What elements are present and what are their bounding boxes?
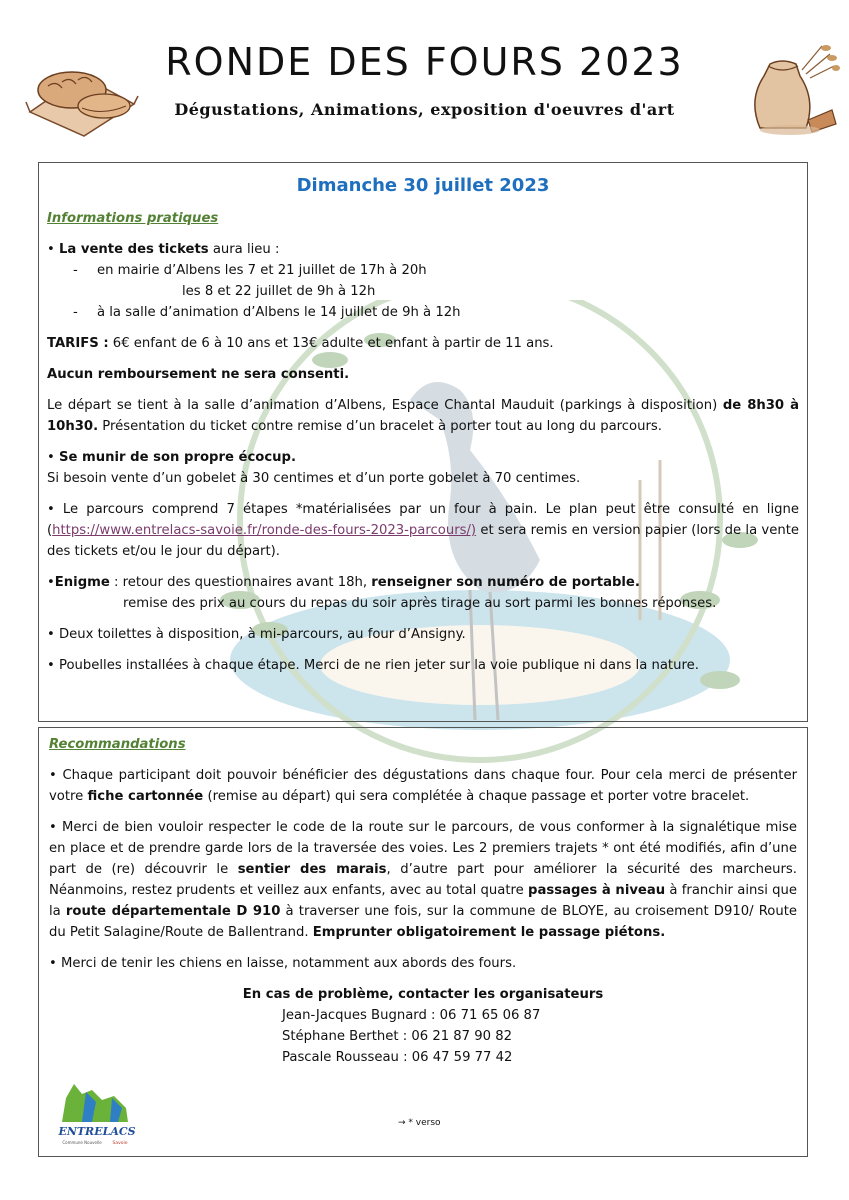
svg-text:ENTRELACS: ENTRELACS bbox=[58, 1125, 136, 1138]
contact-line: Stéphane Berthet : 06 21 87 90 82 bbox=[282, 1029, 513, 1044]
route-info: • Le parcours comprend 7 étapes *matérialisées par un four à pain. Le plan peut être consulté en ligne (https://www.entrelacs-savoie.fr/ronde-des-fours-2023-parcours/) et sera remis en version papier (lors de la vente des tickets et/ou le jour du départ). bbox=[47, 502, 799, 559]
contact-line: Pascale Rousseau : 06 47 59 77 42 bbox=[282, 1050, 513, 1065]
dogs-info: • Merci de tenir les chiens en laisse, notamment aux abords des fours. bbox=[49, 956, 517, 971]
riddle-info: •Enigme : retour des questionnaires avant 18h, renseigner son numéro de portable. remise des prix au cours du repas du soir après tirage au sort parmi les bonnes réponses. bbox=[47, 575, 717, 611]
ticket-location-1: - en mairie d’Albens les 7 et 21 juillet de 17h à 20h bbox=[73, 263, 427, 278]
recommendations-heading: Recommandations bbox=[49, 737, 186, 752]
svg-text:Savoie: Savoie bbox=[112, 1141, 128, 1146]
contact-heading: En cas de problème, contacter les organisateurs bbox=[242, 987, 604, 1002]
svg-text:Commune Nouvelle: Commune Nouvelle bbox=[62, 1140, 102, 1145]
tickets-item: • La vente des tickets aura lieu : bbox=[47, 242, 280, 257]
page-subtitle: Dégustations, Animations, exposition d'oeuvres d'art bbox=[174, 100, 675, 119]
event-date: Dimanche 30 juillet 2023 bbox=[296, 175, 550, 196]
tasting-card-info: • Chaque participant doit pouvoir bénéficier des dégustations dans chaque four. Pour cela merci de présenter votre fiche cartonnée (remise au départ) qui sera complétée à chaque passage et porter votre bracelet. bbox=[49, 768, 797, 804]
page-header bbox=[0, 0, 849, 150]
contact-line: Jean-Jacques Bugnard : 06 71 65 06 87 bbox=[282, 1008, 541, 1023]
ecocup-info: • Se munir de son propre écocup. Si besoin vente d’un gobelet à 30 centimes et d’un porte gobelet à 70 centimes. bbox=[47, 450, 581, 486]
tarifs: TARIFS : 6€ enfant de 6 à 10 ans et 13€ adulte et enfant à partir de 11 ans. bbox=[47, 336, 554, 351]
no-refund: Aucun remboursement ne sera consenti. bbox=[47, 367, 350, 382]
ticket-location-2: - à la salle d’animation d’Albens le 14 juillet de 9h à 12h bbox=[73, 305, 461, 320]
entrelacs-logo bbox=[52, 1078, 142, 1148]
contact-list bbox=[49, 1005, 797, 1068]
page-title: RONDE DES FOURS 2023 bbox=[165, 40, 684, 84]
ticket-location-1b: les 8 et 22 juillet de 9h à 12h bbox=[182, 284, 376, 299]
route-map-link[interactable]: https://www.entrelacs-savoie.fr/ronde-des-fours-2023-parcours/) bbox=[52, 523, 477, 538]
trash-info: • Poubelles installées à chaque étape. Merci de ne rien jeter sur la voie publique ni dans la nature. bbox=[47, 658, 699, 673]
road-safety-info: • Merci de bien vouloir respecter le code de la route sur le parcours, de vous conformer à la signalétique mise en place et de prendre garde lors de la traversée des voies. Les 2 premiers trajets * ont été modifiés, afin d’une part de (re) découvrir le sentier des marais, d’autre part pour améliorer la sécurité des marcheurs. Néanmoins, restez prudents et veillez aux enfants, avec au total quatre passages à niveau à franchir ainsi que la route départementale D 910 à traverser une fois, sur la commune de BLOYE, au croisement D910/ Route du Petit Salagine/Route de Ballentrand. Emprunter obligatoirement le passage piétons. bbox=[49, 820, 797, 940]
practical-info-box bbox=[38, 162, 808, 722]
practical-info-heading: Informations pratiques bbox=[47, 211, 219, 226]
recommendations-box bbox=[38, 727, 808, 1157]
toilets-info: • Deux toilettes à disposition, à mi-parcours, au four d’Ansigny. bbox=[47, 627, 466, 642]
verso-note: → * verso bbox=[398, 1118, 441, 1128]
departure-info: Le départ se tient à la salle d’animation d’Albens, Espace Chantal Mauduit (parkings à disposition) de 8h30 à 10h30. Présentation du ticket contre remise d’un bracelet à porter tout au long du parcours. bbox=[47, 398, 799, 434]
flour-sack-illustration bbox=[730, 40, 840, 136]
